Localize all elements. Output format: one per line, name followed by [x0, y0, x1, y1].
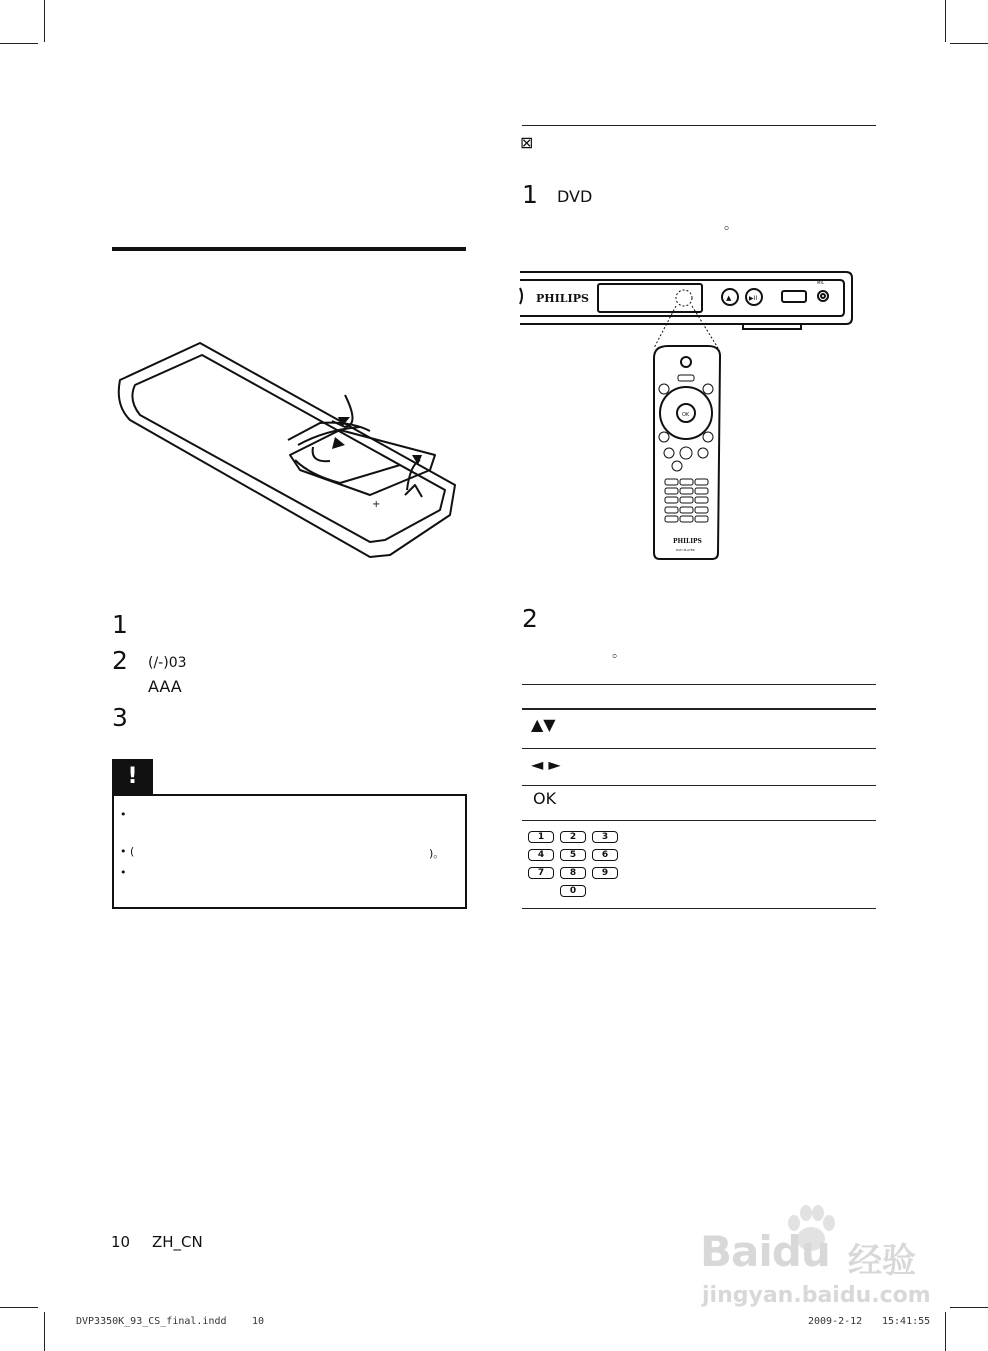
- section-rule: [112, 247, 466, 251]
- svg-text:OK: OK: [682, 412, 690, 418]
- caution-bullet: •: [120, 808, 127, 821]
- keypad-key: 7: [528, 867, 554, 879]
- keypad-key: 8: [560, 867, 586, 879]
- svg-text:▲: ▲: [726, 294, 732, 302]
- file-name: DVP3350K_93_CS_final.indd: [76, 1316, 227, 1327]
- step-text: DVD: [557, 187, 593, 206]
- keypad-key: 9: [592, 867, 618, 879]
- svg-text:DVD PLAYER: DVD PLAYER: [676, 548, 695, 552]
- keypad-key: 0: [560, 885, 586, 897]
- svg-text:PHILIPS: PHILIPS: [673, 538, 702, 545]
- watermark-logo: Baidu: [700, 1227, 830, 1276]
- keypad-key: 4: [528, 849, 554, 861]
- arrow-left-right-key: ◄ ►: [531, 755, 561, 774]
- step-number: 2: [112, 646, 128, 675]
- watermark-suffix: 经验: [848, 1241, 916, 1281]
- table-header-rule: [522, 708, 876, 710]
- watermark-url: jingyan.baidu.com: [702, 1283, 931, 1308]
- file-page: 10: [252, 1316, 265, 1327]
- caution-bullet: •: [120, 866, 127, 879]
- table-row-rule: [522, 785, 876, 786]
- section-rule: [522, 125, 876, 126]
- step-number: 2: [522, 604, 538, 633]
- step-number: 3: [112, 703, 128, 732]
- keypad-key: 1: [528, 831, 554, 843]
- ok-key: OK: [533, 789, 557, 808]
- svg-text:MIC: MIC: [817, 280, 825, 285]
- page-number: 10: [111, 1233, 131, 1251]
- step-mark: 。: [724, 217, 738, 233]
- table-bottom-rule: [522, 908, 876, 909]
- table-row-rule: [522, 748, 876, 749]
- print-time: 15:41:55: [882, 1316, 931, 1327]
- baidu-watermark: [700, 1205, 930, 1315]
- step-text: AAA: [148, 677, 182, 696]
- svg-text:+: +: [372, 499, 381, 510]
- arrow-up-down-key: ▲▼: [531, 715, 556, 734]
- step-text: (/-)03: [148, 655, 187, 671]
- step-mark: 。: [612, 645, 626, 661]
- crop-mark: [44, 1312, 45, 1351]
- dvd-player-remote-illustration: [518, 268, 858, 563]
- crop-mark: [950, 1307, 988, 1308]
- crop-mark: [945, 0, 946, 42]
- crop-mark: [950, 43, 988, 44]
- print-date: 2009-2-12: [808, 1316, 863, 1327]
- crop-mark: [945, 1312, 946, 1351]
- crop-mark: [44, 0, 45, 42]
- keypad-key: 5: [560, 849, 586, 861]
- step-number: 1: [522, 180, 538, 209]
- caution-bullet: • (: [120, 845, 135, 858]
- svg-text:PHILIPS: PHILIPS: [536, 292, 589, 305]
- crop-mark: [0, 1307, 38, 1308]
- caution-bullet: )。: [429, 847, 445, 860]
- table-top-rule: [522, 684, 876, 685]
- language-code: ZH_CN: [152, 1233, 203, 1251]
- remote-battery-illustration: [110, 335, 470, 565]
- crop-mark: [0, 43, 38, 44]
- table-row-rule: [522, 820, 876, 821]
- keypad-key: 3: [592, 831, 618, 843]
- step-number: 1: [112, 610, 128, 639]
- caution-box: [112, 794, 467, 909]
- missing-glyph: ⊠: [520, 133, 534, 152]
- keypad-key: 2: [560, 831, 586, 843]
- caution-icon: !: [112, 759, 153, 794]
- keypad-key: 6: [592, 849, 618, 861]
- svg-text:▶II: ▶II: [749, 295, 758, 302]
